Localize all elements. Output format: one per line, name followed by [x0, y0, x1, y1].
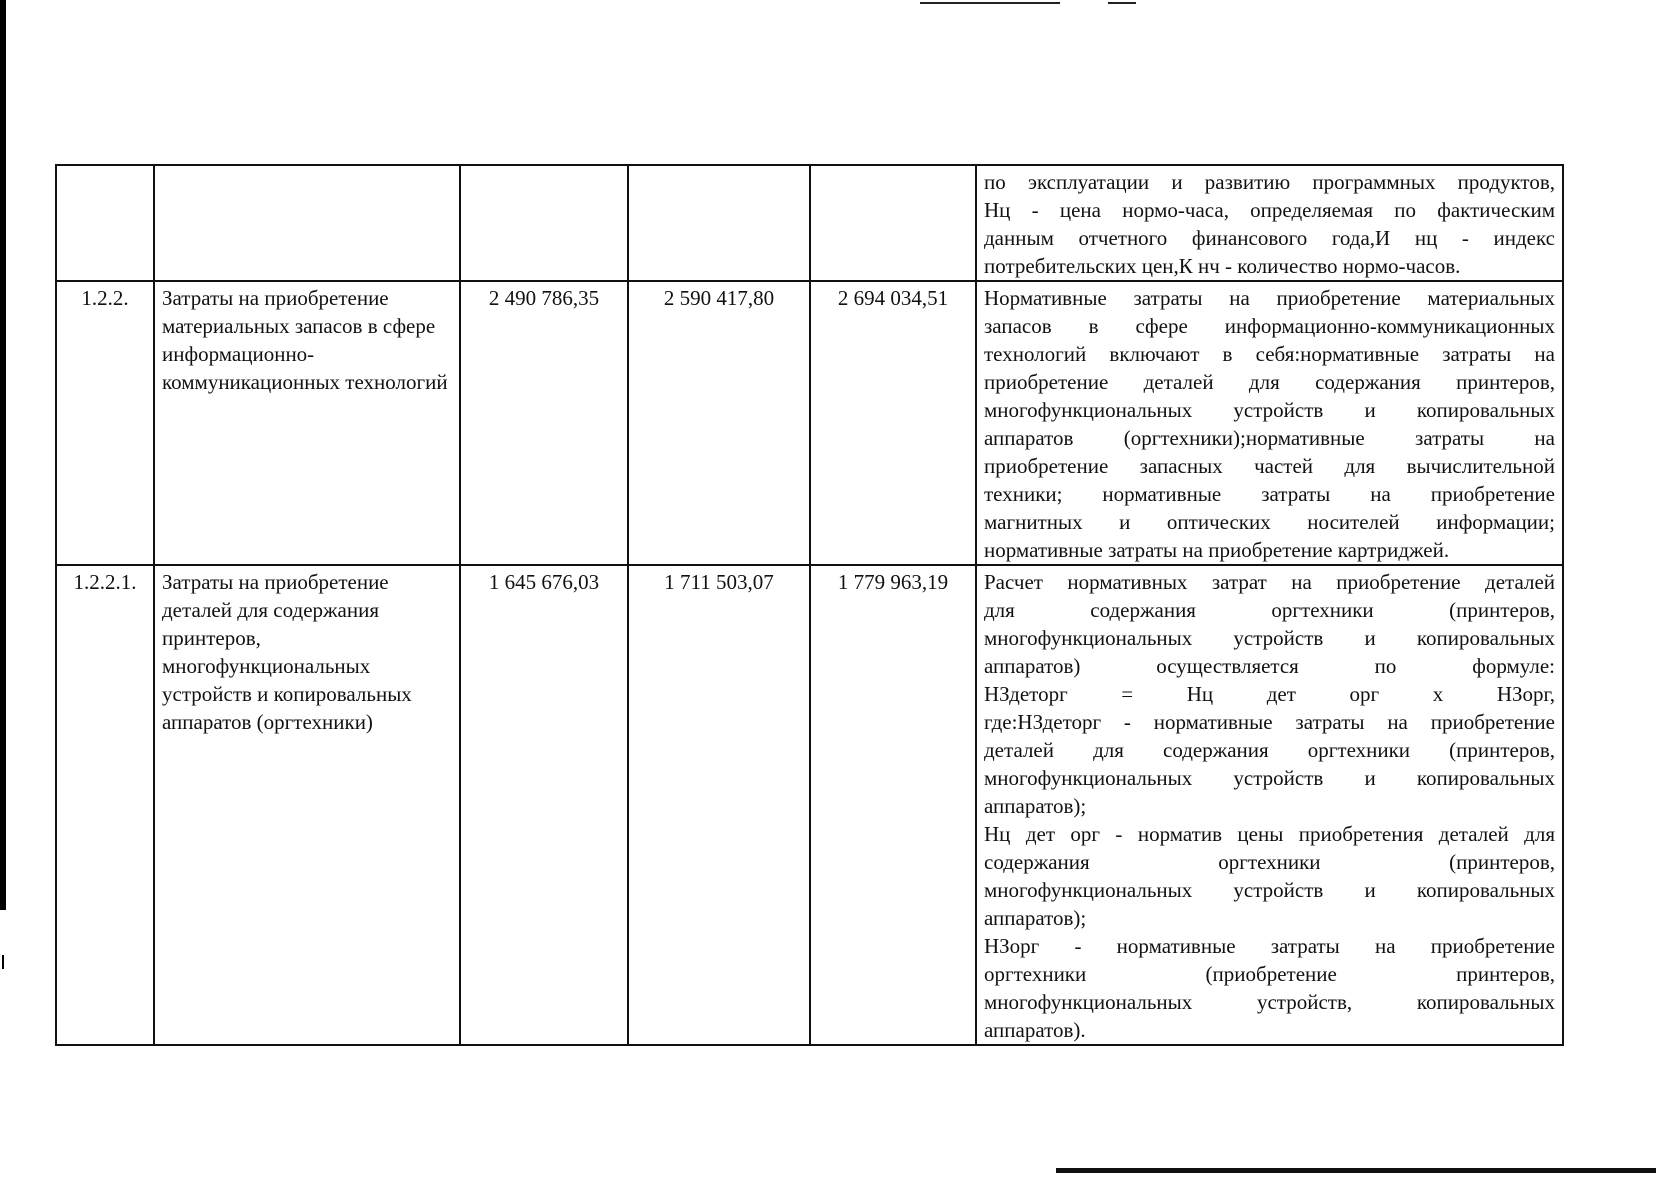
description-line: технологий включают в себя:нормативные затраты на [984, 342, 1555, 366]
description-line: нормативные затраты на приобретение картриджей. [984, 538, 1450, 562]
description-line: Расчет нормативных затрат на приобретение деталей [984, 570, 1555, 594]
year1-value-cell: 1 645 676,03 [460, 565, 628, 1045]
cost-name-cell [154, 165, 460, 281]
table-row [56, 281, 1563, 565]
description-line: оргтехники (приобретение принтеров, [984, 962, 1555, 986]
year2-value-cell: 1 711 503,07 [628, 565, 810, 1045]
scan-bottom-line [1056, 1168, 1656, 1173]
description-line: техники; нормативные затраты на приобретение [984, 482, 1555, 506]
year2-value-cell: 2 590 417,80 [628, 281, 810, 565]
year1-value-cell: 2 490 786,35 [460, 281, 628, 565]
description-line: аппаратов); [984, 794, 1087, 818]
scan-top-line [920, 2, 1060, 4]
description-line: НЗорг - нормативные затраты на приобретение [984, 934, 1555, 958]
description-line: содержания оргтехники (принтеров, [984, 850, 1555, 874]
description-line: Нц - цена нормо-часа, определяемая по фактическим [984, 198, 1555, 222]
description-line: многофункциональных устройств и копировальных [984, 398, 1555, 422]
description-line: запасов в сфере информационно-коммуникационных [984, 314, 1555, 338]
year3-value-cell [810, 165, 976, 281]
description-line: аппаратов (оргтехники);нормативные затраты на [984, 426, 1555, 450]
year3-value-cell: 1 779 963,19 [810, 565, 976, 1045]
cost-name-cell: Затраты на приобретение материальных запасов в сфере информационно-коммуникационных технологий [154, 281, 460, 565]
description-line: данным отчетного финансового года,И нц - индекс [984, 226, 1555, 250]
row-number-cell [56, 165, 154, 281]
description-line: многофункциональных устройств и копировальных [984, 878, 1555, 902]
scan-edge-mark [2, 955, 4, 969]
description-line: Нормативные затраты на приобретение материальных [984, 286, 1555, 310]
table-row [56, 165, 1563, 281]
description-line: Нц дет орг - норматив цены приобретения деталей для [984, 822, 1555, 846]
row-number-cell: 1.2.2.1. [56, 565, 154, 1045]
description-cell [976, 165, 1563, 281]
row-number-cell: 1.2.2. [56, 281, 154, 565]
description-line: где:НЗдеторг - нормативные затраты на приобретение [984, 710, 1555, 734]
table-row [56, 565, 1563, 1045]
description-line: многофункциональных устройств и копировальных [984, 766, 1555, 790]
description-line: приобретение запасных частей для вычислительной [984, 454, 1555, 478]
description-cell [976, 565, 1563, 1045]
scan-top-line-short [1108, 2, 1136, 4]
cost-name-cell: Затраты на приобретение деталей для содержания принтеров, многофункциональных устройств и копировальных аппаратов (оргтехники) [154, 565, 460, 1045]
description-line: для содержания оргтехники (принтеров, [984, 598, 1555, 622]
cost-table [55, 164, 1564, 1046]
description-line: многофункциональных устройств, копировальных [984, 990, 1555, 1014]
year2-value-cell [628, 165, 810, 281]
description-line: аппаратов); [984, 906, 1087, 930]
description-line: аппаратов). [984, 1018, 1086, 1042]
description-line: потребительских цен,К нч - количество нормо-часов. [984, 254, 1461, 278]
scan-edge-left [0, 0, 6, 910]
description-line: деталей для содержания оргтехники (принтеров, [984, 738, 1555, 762]
formula-line: НЗдеторг = Нц дет орг х НЗорг, [984, 682, 1555, 706]
description-line: аппаратов) осуществляется по формуле: [984, 654, 1555, 678]
description-line: многофункциональных устройств и копировальных [984, 626, 1555, 650]
year3-value-cell: 2 694 034,51 [810, 281, 976, 565]
description-line: приобретение деталей для содержания принтеров, [984, 370, 1555, 394]
year1-value-cell [460, 165, 628, 281]
description-cell [976, 281, 1563, 565]
description-line: по эксплуатации и развитию программных продуктов, [984, 170, 1555, 194]
description-line: магнитных и оптических носителей информации; [984, 510, 1555, 534]
